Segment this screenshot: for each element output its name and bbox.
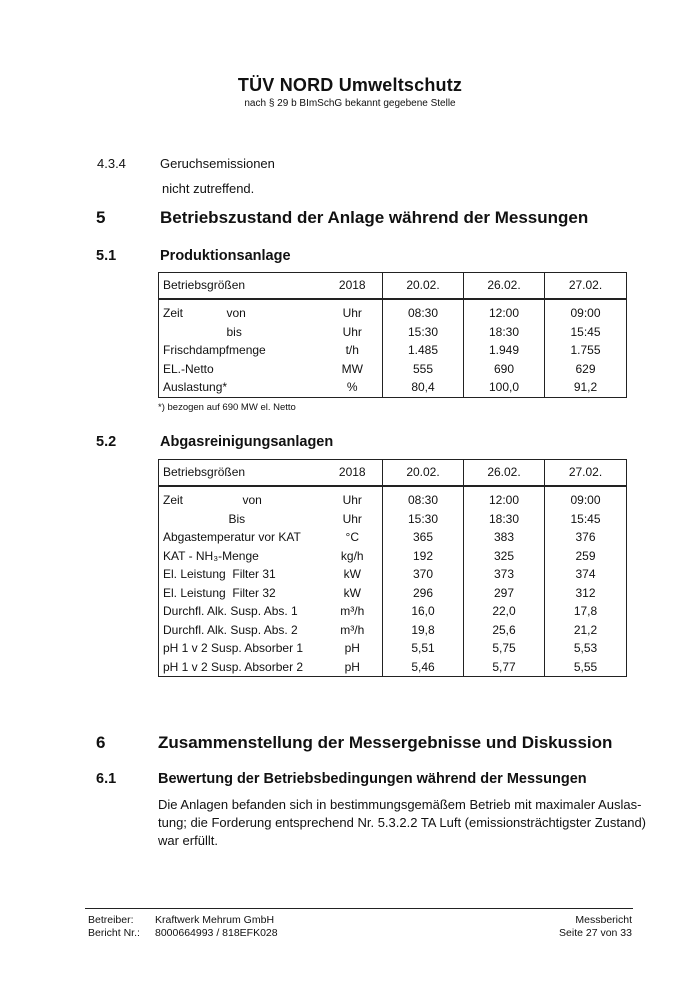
row-sublabel: von: [242, 493, 262, 507]
table-row: [159, 639, 627, 658]
table-row: [159, 528, 627, 547]
row-unit: Uhr: [342, 511, 362, 526]
row-value: 1.755: [545, 341, 627, 360]
header-cell: 26.02.: [464, 460, 545, 487]
table-row: [159, 341, 627, 360]
row-label: Durchfl. Alk. Susp. Abs. 2: [163, 622, 298, 637]
row-value: 297: [464, 584, 545, 603]
header-cell: 2018: [323, 273, 383, 300]
header-cell: Betriebsgrößen: [159, 460, 323, 487]
row-value: 100,0: [464, 378, 545, 397]
row-value: 5,75: [464, 639, 545, 658]
row-unit: t/h: [345, 343, 359, 357]
row-label: Zeit: [163, 493, 184, 507]
row-value: 259: [545, 547, 627, 566]
row-value: 09:00: [545, 299, 627, 323]
section-61-line-2: tung; die Forderung entsprechend Nr. 5.3.2.2 TA Luft (emissionsträchtigster Zustand): [158, 815, 647, 830]
row-value: 5,53: [545, 639, 627, 658]
section-5-number: 5: [96, 208, 106, 227]
row-value: 5,55: [545, 658, 627, 677]
footer-report-label: Bericht Nr.:: [88, 927, 140, 939]
row-value: 12:00: [464, 486, 545, 510]
row-label: [159, 510, 223, 529]
section-61-title: Bewertung der Betriebsbedingungen während der Messungen: [158, 771, 587, 787]
row-label: pH 1 v 2 Susp. Absorber 2: [163, 659, 304, 674]
row-sublabel: von: [226, 306, 246, 320]
row-value: 15:45: [545, 323, 627, 342]
row-value: 18:30: [464, 323, 545, 342]
row-value: 296: [383, 584, 464, 603]
footer-operator-label: Betreiber:: [88, 914, 134, 926]
footer-operator-value: Kraftwerk Mehrum GmbH: [155, 914, 275, 926]
section-61-line-1: Die Anlagen befanden sich in bestimmungsgemäßem Betrieb mit maximaler Auslas-: [158, 797, 642, 812]
row-value: 376: [545, 528, 627, 547]
row-value: 312: [545, 584, 627, 603]
row-label: Auslastung*: [163, 380, 228, 394]
row-unit: °C: [345, 530, 359, 544]
table-row: [159, 510, 627, 529]
section-61-line-3: war erfüllt.: [158, 833, 218, 848]
row-value: 383: [464, 528, 545, 547]
section-6-number: 6: [96, 733, 106, 752]
row-value: 15:45: [545, 510, 627, 529]
row-value: 555: [383, 360, 464, 379]
header-cell: Betriebsgrößen: [159, 273, 323, 300]
row-value: 1.949: [464, 341, 545, 360]
row-value: 08:30: [383, 486, 464, 510]
row-unit: kW: [343, 567, 361, 581]
section-434-text: nicht zutreffend.: [162, 181, 255, 196]
row-value: 365: [383, 528, 464, 547]
row-value: 5,51: [383, 639, 464, 658]
table-row: [159, 486, 627, 510]
header-cell: 27.02.: [545, 273, 627, 300]
row-unit: %: [346, 380, 358, 394]
table-row: [159, 547, 627, 566]
row-value: 1.485: [383, 341, 464, 360]
header-cell: 27.02.: [545, 460, 627, 487]
section-52-title: Abgasreinigungsanlagen: [160, 434, 334, 450]
section-51-number: 5.1: [96, 248, 117, 264]
row-label: Abgastemperatur vor KAT: [163, 530, 301, 544]
row-unit: Uhr: [342, 324, 362, 339]
row-unit: m³/h: [340, 622, 365, 637]
footer-report-value: 8000664993 / 818EFK028: [155, 927, 278, 939]
table-row: [159, 378, 627, 397]
production-footnote: *) bezogen auf 690 MW el. Netto: [158, 402, 296, 413]
footer-page-number: Seite 27 von 33: [559, 927, 632, 939]
row-value: 09:00: [545, 486, 627, 510]
row-unit: Uhr: [342, 493, 362, 507]
row-value: 17,8: [545, 602, 627, 621]
section-434-title: Geruchsemissionen: [160, 156, 275, 171]
table-header-row: [159, 273, 627, 300]
row-value: 690: [464, 360, 545, 379]
row-value: 374: [545, 565, 627, 584]
table-row: [159, 584, 627, 603]
row-value: 15:30: [383, 510, 464, 529]
row-value: 370: [383, 565, 464, 584]
table-row: [159, 323, 627, 342]
footer-rule: [85, 908, 633, 909]
row-label: Frischdampfmenge: [163, 343, 266, 357]
row-unit: pH: [344, 641, 360, 655]
row-value: 5,46: [383, 658, 464, 677]
row-label: EL.-Netto: [163, 361, 214, 376]
section-5-title: Betriebszustand der Anlage während der Messungen: [160, 208, 589, 227]
row-value: 12:00: [464, 299, 545, 323]
row-label: KAT - NH₃-Menge: [163, 548, 259, 563]
row-value: 5,77: [464, 658, 545, 677]
row-label: [159, 323, 223, 342]
table-row: [159, 299, 627, 323]
section-61-number: 6.1: [96, 771, 117, 787]
row-unit: m³/h: [340, 604, 365, 618]
row-value: 16,0: [383, 602, 464, 621]
row-unit: MW: [341, 361, 363, 376]
abgas-table: [158, 459, 627, 677]
footer-doc-type: Messbericht: [575, 914, 632, 926]
row-label: El. Leistung Filter 32: [163, 585, 276, 600]
row-sublabel: Bis: [228, 511, 246, 526]
row-label: El. Leistung Filter 31: [163, 567, 276, 581]
header-cell: 26.02.: [464, 273, 545, 300]
page-header-subtitle: nach § 29 b BImSchG bekannt gegebene Stelle: [244, 98, 456, 109]
row-unit: pH: [344, 659, 360, 674]
page-header-title: TÜV NORD Umweltschutz: [237, 75, 463, 95]
row-label: pH 1 v 2 Susp. Absorber 1: [163, 641, 304, 655]
table-row: [159, 565, 627, 584]
table-row: [159, 658, 627, 677]
row-value: 629: [545, 360, 627, 379]
section-51-title: Produktionsanlage: [160, 248, 291, 264]
row-sublabel: bis: [226, 324, 242, 339]
row-value: 21,2: [545, 621, 627, 640]
row-value: 22,0: [464, 602, 545, 621]
row-value: 192: [383, 547, 464, 566]
table-row: [159, 360, 627, 379]
section-52-number: 5.2: [96, 434, 117, 450]
row-label: Zeit: [163, 306, 184, 320]
header-cell: 20.02.: [383, 460, 464, 487]
table-row: [159, 621, 627, 640]
row-value: 91,2: [545, 378, 627, 397]
row-unit: Uhr: [342, 306, 362, 320]
table-row: [159, 602, 627, 621]
row-value: 08:30: [383, 299, 464, 323]
header-cell: 2018: [323, 460, 383, 487]
row-value: 373: [464, 565, 545, 584]
row-unit: kW: [343, 585, 361, 600]
row-value: 19,8: [383, 621, 464, 640]
row-value: 80,4: [383, 378, 464, 397]
table-header-row: [159, 460, 627, 487]
section-6-title: Zusammenstellung der Messergebnisse und Diskussion: [158, 733, 613, 752]
row-unit: kg/h: [340, 548, 364, 563]
row-value: 18:30: [464, 510, 545, 529]
header-cell: 20.02.: [383, 273, 464, 300]
row-value: 325: [464, 547, 545, 566]
section-434-number: 4.3.4: [97, 156, 126, 171]
production-table: [158, 272, 627, 398]
row-label: Durchfl. Alk. Susp. Abs. 1: [163, 604, 298, 618]
row-value: 25,6: [464, 621, 545, 640]
row-value: 15:30: [383, 323, 464, 342]
